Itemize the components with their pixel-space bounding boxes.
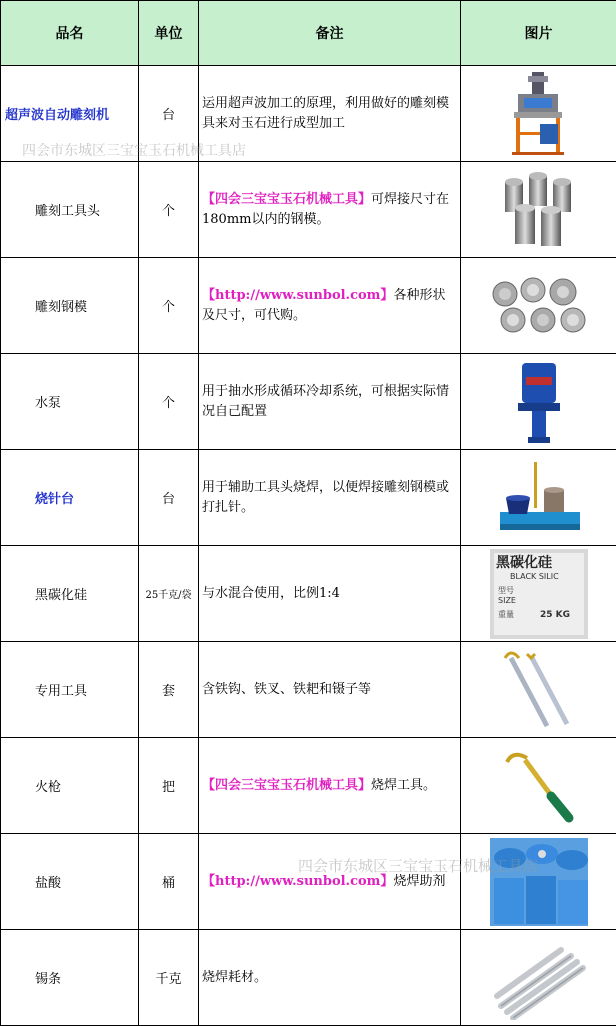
item-note (199, 354, 461, 450)
note-text: 运用超声波加工的原理，利用做好的雕刻模具来对玉石进行成型加工 (202, 96, 449, 131)
item-note (199, 546, 461, 642)
note-text: 烧焊助剂 (393, 874, 445, 889)
bag-size: SIZE (498, 596, 516, 605)
table-row (1, 450, 616, 546)
note-text: 含铁钩、铁叉、铁耙和镊子等 (202, 682, 371, 697)
note-text: 各种形状及尺寸，可代购。 (202, 288, 445, 323)
item-note (199, 834, 461, 930)
item-name: 黑碳化硅 (1, 546, 139, 642)
item-note (199, 66, 461, 162)
note-text: 用于抽水形成循环冷却系统，可根据实际情况自己配置 (202, 384, 449, 419)
table-row (1, 546, 616, 642)
steel-cylinders-icon (499, 168, 579, 252)
tin-bars-icon (491, 936, 587, 1020)
table-row (1, 930, 616, 1026)
item-note (199, 738, 461, 834)
item-name: 雕刻钢模 (1, 258, 139, 354)
bag-weight: 重量 (498, 609, 514, 619)
item-image-steel-molds (461, 258, 616, 354)
item-image-ultrasonic-machine (461, 66, 616, 162)
item-image-steel-cylinders (461, 162, 616, 258)
item-name: 盐酸 (1, 834, 139, 930)
note-text: 用于辅助工具头烧焊，以便焊接雕刻钢模或打扎针。 (202, 480, 449, 515)
item-image-tin-bars (461, 930, 616, 1026)
table-row (1, 66, 616, 162)
item-name: 专用工具 (1, 642, 139, 738)
header-note: 备注 (199, 1, 461, 66)
torch-icon (497, 746, 581, 826)
bag-kg: 25 KG (540, 610, 570, 620)
header-row (1, 1, 616, 66)
table-row (1, 354, 616, 450)
item-note (199, 450, 461, 546)
item-image-acid-barrels (461, 834, 616, 930)
item-unit: 台 (139, 66, 199, 162)
table-row (1, 834, 616, 930)
item-note (199, 930, 461, 1026)
watermark: 四会市东城区三宝宝玉石机械工具店 (22, 140, 246, 160)
item-unit: 个 (139, 162, 199, 258)
item-unit: 套 (139, 642, 199, 738)
item-name: 烧针台 (1, 450, 139, 546)
watermark: 四会市东城区三宝宝玉石机械工具店 (298, 855, 538, 876)
item-unit: 个 (139, 258, 199, 354)
bag-title: 黑碳化硅 (496, 554, 553, 571)
item-name: 雕刻工具头 (1, 162, 139, 258)
item-unit: 把 (139, 738, 199, 834)
item-name: 超声波自动雕刻机 (1, 66, 139, 162)
item-name: 锡条 (1, 930, 139, 1026)
table-row (1, 162, 616, 258)
note-text: 烧焊耗材。 (202, 970, 267, 985)
item-note (199, 258, 461, 354)
table-row (1, 738, 616, 834)
item-unit: 台 (139, 450, 199, 546)
item-name: 水泵 (1, 354, 139, 450)
item-image-soldering-station (461, 450, 616, 546)
note-text: 与水混合使用，比例1:4 (202, 586, 340, 601)
note-highlight: 【四会三宝宝玉石机械工具】 (202, 192, 371, 207)
item-image-water-pump (461, 354, 616, 450)
bag-sub: BLACK SILIC (510, 572, 559, 581)
item-image-torch (461, 738, 616, 834)
bag-model: 型号 (498, 585, 514, 595)
item-image-special-tools (461, 642, 616, 738)
item-note (199, 642, 461, 738)
item-unit: 桶 (139, 834, 199, 930)
water-pump-icon (514, 359, 564, 445)
item-unit: 25千克/袋 (139, 546, 199, 642)
table-row (1, 258, 616, 354)
header-name: 品名 (1, 1, 139, 66)
item-unit: 千克 (139, 930, 199, 1026)
note-text: 可焊接尺寸在180mm以内的钢模。 (202, 192, 449, 227)
note-text: 烧焊工具。 (371, 778, 436, 793)
acid-barrels-icon (490, 838, 588, 926)
table-row (1, 642, 616, 738)
header-unit: 单位 (139, 1, 199, 66)
note-highlight: 【四会三宝宝玉石机械工具】 (202, 778, 371, 793)
item-unit: 个 (139, 354, 199, 450)
item-image-silicon-carbide-bag (461, 546, 616, 642)
ultrasonic-machine-icon (504, 70, 574, 158)
soldering-station-icon (494, 460, 584, 536)
header-image: 图片 (461, 1, 616, 66)
item-name: 火枪 (1, 738, 139, 834)
note-highlight: 【http://www.sunbol.com】 (202, 288, 393, 303)
note-highlight: 【http://www.sunbol.com】 (202, 874, 393, 889)
silicon-carbide-bag-icon (490, 549, 588, 639)
steel-molds-icon (489, 276, 589, 336)
item-note (199, 162, 461, 258)
special-tools-icon (499, 648, 579, 732)
